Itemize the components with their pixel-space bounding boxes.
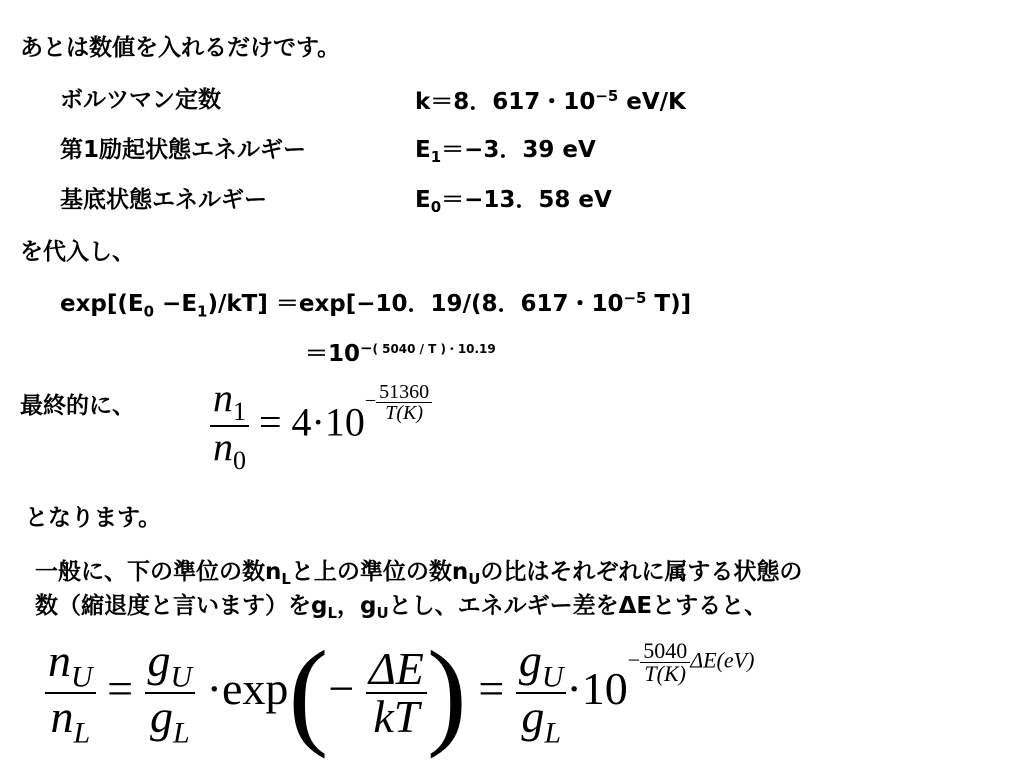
constant-label-ground: 基底状態エネルギー [60, 187, 267, 213]
general-formula: $\frac{n_U}{n_L}$ = $\frac{g_U}{g_L}$ ·exp(− $\frac{\Delta E}{kT}$ ) = $\frac{g_U}{g_L}$ ·10− $\frac{5040}{T(K)}$ ΔE(eV) [45, 638, 754, 749]
general-line-2: 数（縮退度と言います）を$g_L$，$g_U$とし、エネルギー差をΔEとすると、 [35, 593, 768, 623]
gu-over-gl: $\frac{g_U}{g_L}$ [145, 638, 196, 749]
constant-value-ground: $E_0=-13$．58 eV [415, 187, 612, 217]
constant-value-boltzmann: k＝8．617・$10^{-5}$ eV/K [415, 87, 686, 116]
population-ratio: $\frac{n_1}{n_0}$ [210, 378, 249, 474]
finally-text: 最終的に、 [20, 393, 135, 419]
delta-e-over-kt: $\frac{\Delta E}{kT}$ [366, 646, 427, 740]
left-paren: ( [288, 626, 329, 760]
result-exponent: − $\frac{51360}{T(K)}$ [365, 382, 432, 423]
substitute-text: を代入し、 [20, 239, 135, 265]
intro-text: あとは数値を入れるだけです。 [20, 35, 341, 61]
constant-label-boltzmann: ボルツマン定数 [60, 87, 221, 113]
exp-equation: $\exp[(E_0 -E_1)/kT] =\exp[-10$．19/(8．617・$10^{-5}$ T)] [60, 289, 692, 321]
nu-over-nl: $\frac{n_U}{n_L}$ [45, 638, 96, 749]
general-line-1: 一般に、下の準位の数$n_L$と上の準位の数$n_U$の比はそれぞれに属する状態の [35, 559, 803, 589]
right-paren: ) [426, 626, 467, 760]
gu-over-gl-2: $\frac{g_U}{g_L}$ [516, 638, 567, 749]
constant-value-excited: $E_1=-3$．39 eV [415, 137, 596, 167]
general-exponent: − $\frac{5040}{T(K)}$ ΔE(eV) [627, 638, 755, 687]
constant-label-excited: 第1励起状態エネルギー [60, 137, 307, 163]
result-formula: $\frac{n_1}{n_0}$ = 4·10− $\frac{51360}{T(K)}$ [210, 378, 432, 474]
becomes-text: となります。 [25, 505, 162, 531]
power-equation: $=10^{-( 5040 / T )・10.19}$ [305, 339, 496, 368]
